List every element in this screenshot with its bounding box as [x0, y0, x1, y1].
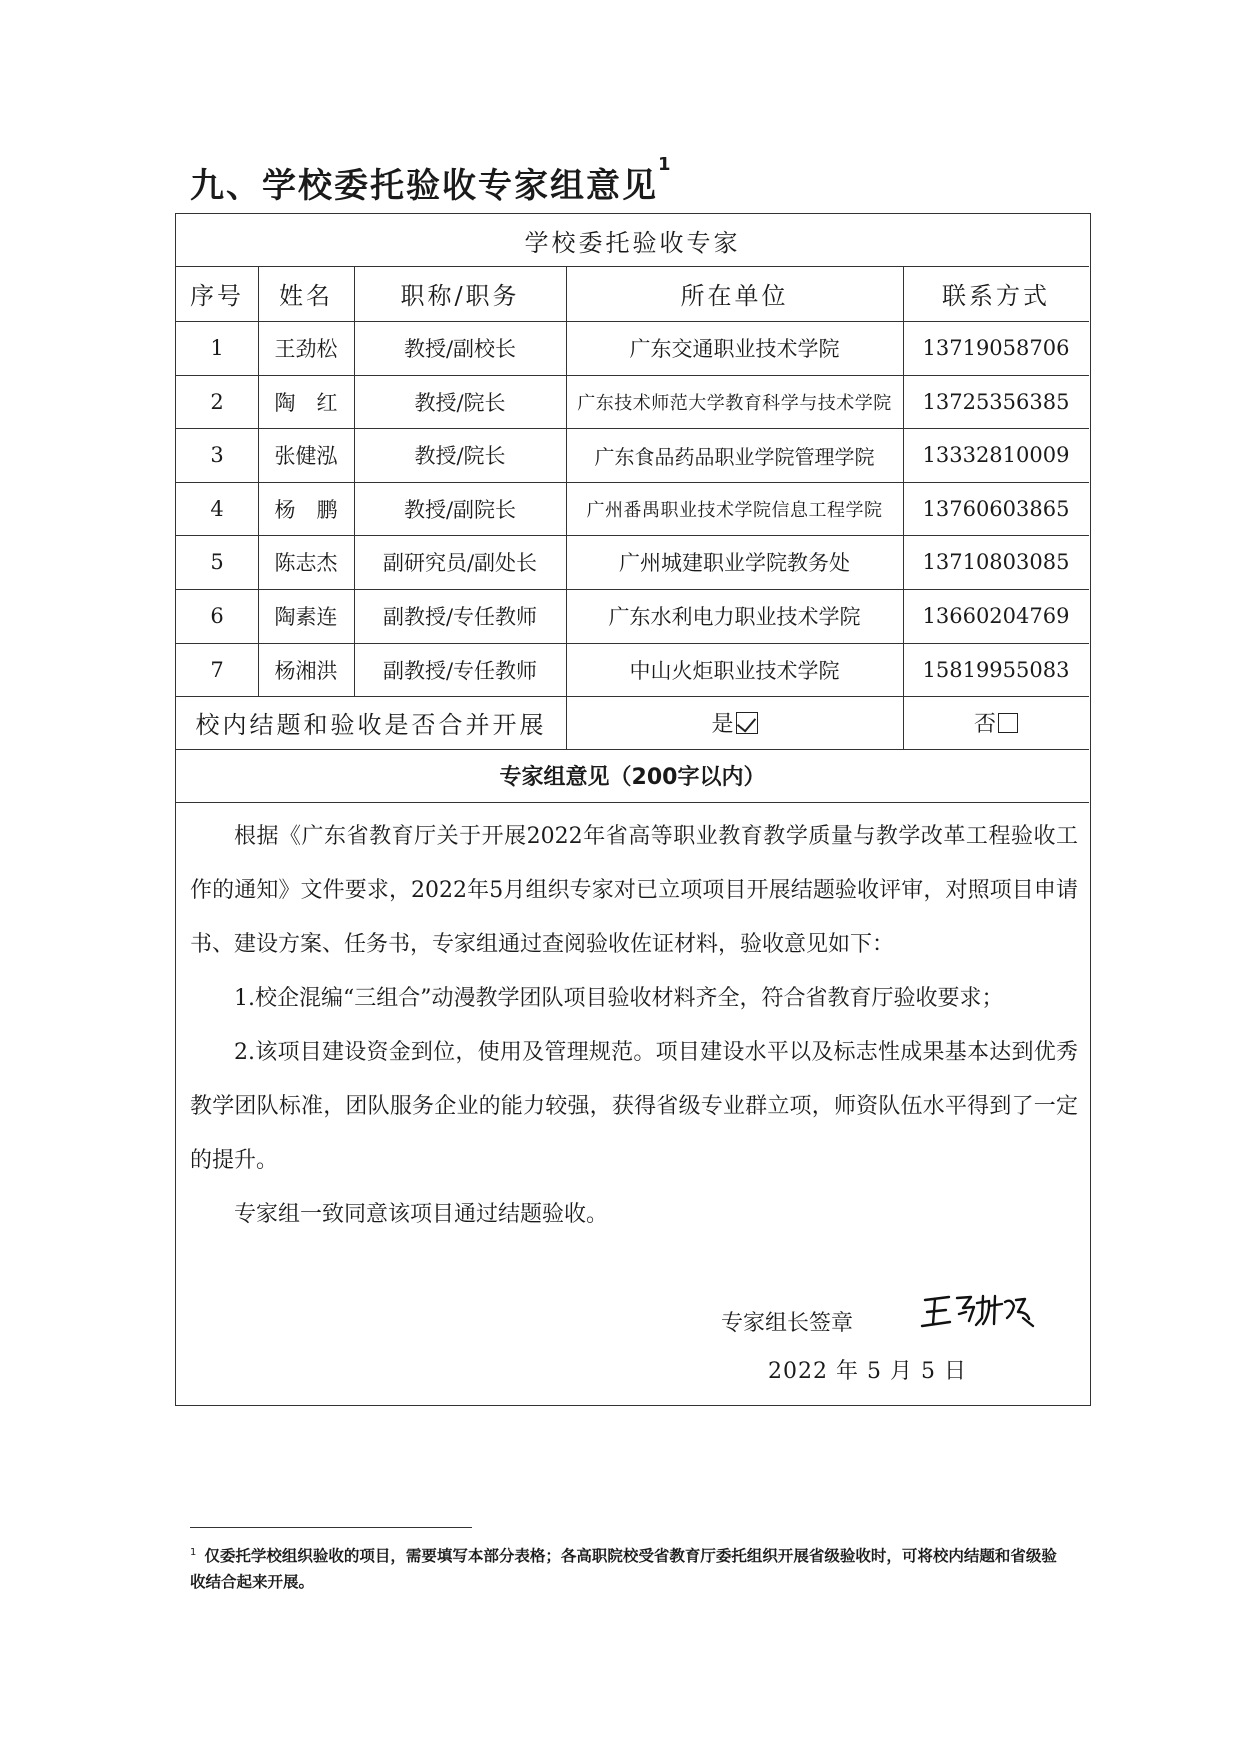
opinion-paragraph: 根据《广东省教育厅关于开展2022年省高等职业教育教学质量与教学改革工程验收工作的通知》文件要求，2022年5月组织专家对已立项项目开展结题验收评审，对照项目申请书、建设方案、任务书，专家组通过查阅验收佐证材料，验收意见如下： — [190, 824, 1078, 957]
col-header-title: 职称/职务 — [400, 282, 520, 310]
col-header-no: 序号 — [190, 282, 244, 310]
opinion-body — [190, 810, 1078, 1242]
no-label: 否 — [973, 712, 996, 737]
page-title: 九、学校委托验收专家组意见$^1$ — [190, 154, 671, 206]
handwritten-signature — [919, 1288, 1044, 1338]
merge-question: 校内结题和验收是否合并开展 — [195, 711, 547, 739]
col-header-unit: 所在单位 — [680, 282, 789, 310]
checked-box-icon[interactable] — [736, 712, 758, 734]
footnote-mark: 1 — [190, 1547, 197, 1558]
table-caption: 学校委托验收专家 — [524, 228, 741, 257]
opinion-heading: 专家组意见（200字以内） — [499, 765, 766, 790]
opinion-paragraph: 2.该项目建设资金到位，使用及管理规范。项目建设水平以及标志性成果基本达到优秀教学团队标准，团队服务企业的能力较强，获得省级专业群立项，师资队伍水平得到了一定的提升。 — [190, 1040, 1078, 1173]
sign-date: 2022 年 5 月 5 日 — [768, 1359, 967, 1384]
opinion-paragraph: 专家组一致同意该项目通过结题验收。 — [234, 1202, 609, 1227]
signature-label: 专家组长签章 — [721, 1311, 854, 1336]
footnote-divider — [190, 1527, 472, 1528]
footnote-text: 仅委托学校组织验收的项目，需要填写本部分表格；各高职院校受省教育厅委托组织开展省级验收时，可将校内结题和省级验收结合起来开展。 — [190, 1547, 1057, 1592]
footnote — [190, 1540, 1070, 1595]
unchecked-box-icon[interactable] — [998, 713, 1018, 733]
merge-no-option[interactable] — [903, 696, 1089, 749]
opinion-paragraph: 1.校企混编“三组合”动漫教学团队项目验收材料齐全，符合省教育厅验收要求； — [234, 986, 1004, 1011]
col-header-contact: 联系方式 — [942, 282, 1050, 310]
yes-label: 是 — [711, 712, 734, 737]
col-header-name: 姓名 — [279, 282, 333, 310]
merge-yes-option[interactable] — [566, 696, 903, 749]
footnote-marker: 1 — [658, 154, 671, 175]
expert-form: 学校委托验收专家 序号 姓名 职称/职务 所在单位 联系方式 1 王劲松 教授/副校长 广东交通职业技术学院 13719058706 2 陶 红 教授/院长 广东技术师范大学教育科学与技术学院 13725356385 3 张健泓 教授/院长 广东食品药品职业学院管理学院 13332810009 4 杨 鹏 教授/副院长 广州番禺职业技术学院信息工程学院 13760603865 5 陈志杰 副研究员/副处长 广州城建职业学院教务处 13710803085 6 陶素连 副教授/专任教师 广东水利电力职业技术学院 13660204769 7 杨湘洪 副教授/专任教师 中山火炬职业技术学院 15819955083 校内结题和验收是否合并开展 是 否 专家组意见（200字以内） 根据《广东省教育厅关于开展2022年省高等职业教育教学质量与教学改革工程验收工作的通知》文件要求，2022年5月组织专家对已立项项目开展结题验收评审，对照项目申请书、建设方案、任务书，专家组通过查阅验收佐证材料，验收意见如下： 1.校企混编“三组合”动漫教学团队项目验收材料齐全，符合省教育厅验收要求； 2.该项目建设资金到位，使用及管理规范。项目建设水平以及标志性成果基本达到优秀教学团队标准，团队服务企业的能力较强，获得省级专业群立项，师资队伍水平得到了一定的提升。 专家组一致同意该项目通过结题验收。 专家组长签章 2022 年 5 月 5 日 — [175, 213, 1091, 1406]
